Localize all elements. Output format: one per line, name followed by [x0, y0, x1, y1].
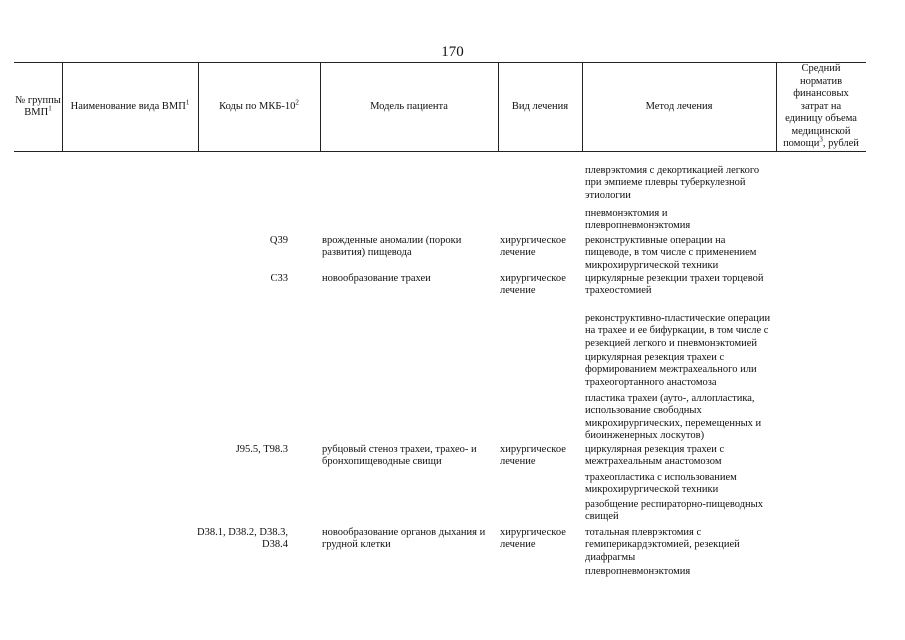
header-icd-codes — [198, 63, 320, 151]
model-text-line: грудной клетки — [322, 539, 391, 551]
row-method — [585, 165, 785, 202]
method-text-line: микрохирургической техники — [585, 484, 719, 496]
footnote-mark: 3 — [819, 135, 823, 144]
table-header — [14, 62, 866, 152]
method-text-line: разобщение респираторно-пищеводных — [585, 499, 763, 510]
method-text-line: циркулярные резекции трахеи торцевой — [585, 273, 764, 284]
row-method — [585, 352, 785, 389]
row-code — [184, 273, 288, 285]
method-text-line: этиологии — [585, 189, 631, 201]
row-method — [585, 208, 785, 233]
treatment-text-line: хирургическое — [500, 527, 566, 538]
header-treatment-type — [498, 63, 582, 151]
model-text-line: врожденные аномалии (пороки — [322, 235, 462, 246]
row-code — [184, 235, 288, 247]
row-model — [322, 444, 492, 469]
method-text-line: плевропневмонэктомия — [585, 220, 691, 232]
row-method — [585, 313, 785, 350]
model-text-line: рубцовый стеноз трахеи, трахео- и — [322, 444, 477, 455]
method-text-line: циркулярная резекция трахеи с — [585, 444, 725, 455]
treatment-text-line: лечение — [500, 539, 536, 551]
model-text-line: новообразование трахеи — [322, 273, 431, 284]
header-method — [582, 63, 776, 151]
code-text-line: D38.4 — [262, 539, 288, 551]
row-treatment — [500, 273, 580, 298]
method-text-line: при эмпиеме плевры туберкулезной — [585, 177, 746, 189]
header-treatment-type-label: Вид лечения — [511, 100, 569, 112]
method-text-line: реконструктивно-пластические операции — [585, 313, 771, 324]
row-method — [585, 472, 785, 497]
method-text-line: биоинженерных лоскутов) — [585, 429, 705, 441]
method-text-line: реконструктивные операции на — [585, 235, 726, 246]
page-number: 170 — [441, 44, 464, 60]
method-text-line: формированием межтрахеального или — [585, 364, 757, 376]
header-vmp-name-label: Наименование вида ВМП — [70, 100, 186, 112]
row-method — [585, 566, 785, 578]
row-model — [322, 273, 492, 285]
row-method — [585, 273, 785, 298]
header-group-number — [14, 63, 62, 151]
row-method — [585, 499, 785, 524]
method-text-line: межтрахеальным анастомозом — [585, 456, 722, 468]
footnote-mark: 1 — [185, 98, 190, 107]
row-treatment — [500, 235, 580, 260]
method-text-line: пневмонэктомия и — [585, 208, 668, 219]
footnote-mark: 1 — [48, 104, 52, 113]
method-text-line: диафрагмы — [585, 551, 636, 563]
header-method-label: Метод лечения — [645, 100, 713, 112]
header-icd-codes-label: Коды по МКБ-10 — [219, 100, 296, 112]
method-text-line: циркулярная резекция трахеи с — [585, 352, 725, 363]
method-text-line: тотальная плеврэктомия с — [585, 527, 702, 538]
row-method — [585, 235, 785, 272]
header-patient-model — [320, 63, 498, 151]
row-model — [322, 527, 492, 552]
method-text-line: использование свободных — [585, 405, 702, 417]
model-text-line: бронхопищеводные свищи — [322, 456, 442, 468]
method-text-line: гемиперикардэктомией, резекцией — [585, 539, 740, 551]
footnote-mark: 2 — [295, 98, 299, 107]
row-code — [184, 444, 288, 456]
code-text-line: C33 — [270, 273, 288, 284]
treatment-text-line: хирургическое — [500, 235, 566, 246]
method-text-line: микрохирургической техники — [585, 259, 719, 271]
model-text-line: развития) пищевода — [322, 247, 412, 259]
method-text-line: плевропневмонэктомия — [585, 566, 691, 577]
treatment-text-line: хирургическое — [500, 273, 566, 284]
treatment-text-line: лечение — [500, 247, 536, 259]
method-text-line: на трахее и ее бифуркации, в том числе с — [585, 325, 769, 337]
treatment-text-line: хирургическое — [500, 444, 566, 455]
model-text-line: новообразование органов дыхания и — [322, 527, 486, 538]
code-text-line: D38.1, D38.2, D38.3, — [197, 527, 288, 538]
treatment-text-line: лечение — [500, 285, 536, 297]
row-method — [585, 393, 785, 442]
row-method — [585, 444, 785, 469]
header-cost-standard — [776, 63, 866, 151]
method-text-line: трахеостомией — [585, 285, 652, 297]
method-text-line: пищеводе, в том числе с применением — [585, 247, 757, 259]
header-cost-unit: , рублей — [822, 138, 859, 150]
row-model — [322, 235, 492, 260]
treatment-text-line: лечение — [500, 456, 536, 468]
header-patient-model-label: Модель пациента — [370, 100, 448, 112]
method-text-line: резекцией легкого и пневмонэктомией — [585, 337, 757, 349]
method-text-line: пластика трахеи (ауто-, аллопластика, — [585, 393, 755, 404]
method-text-line: трахеопластика с использованием — [585, 472, 737, 483]
row-method — [585, 527, 785, 564]
row-treatment — [500, 444, 580, 469]
code-text-line: Q39 — [269, 235, 288, 246]
method-text-line: микрохирургических, перемещенных и — [585, 417, 762, 429]
row-code — [184, 527, 288, 552]
method-text-line: трахеогортанного анастомоза — [585, 376, 717, 388]
code-text-line: J95.5, T98.3 — [235, 444, 288, 455]
method-text-line: свищей — [585, 511, 619, 523]
row-treatment — [500, 527, 580, 552]
header-group-number-label: № группы ВМП — [15, 94, 61, 118]
method-text-line: плеврэктомия с декортикацией легкого — [585, 165, 760, 176]
header-vmp-name — [62, 63, 198, 151]
header-cost-standard-label: Средний норматив финансовых затрат на единицу объема медицинской помощи — [783, 63, 857, 150]
